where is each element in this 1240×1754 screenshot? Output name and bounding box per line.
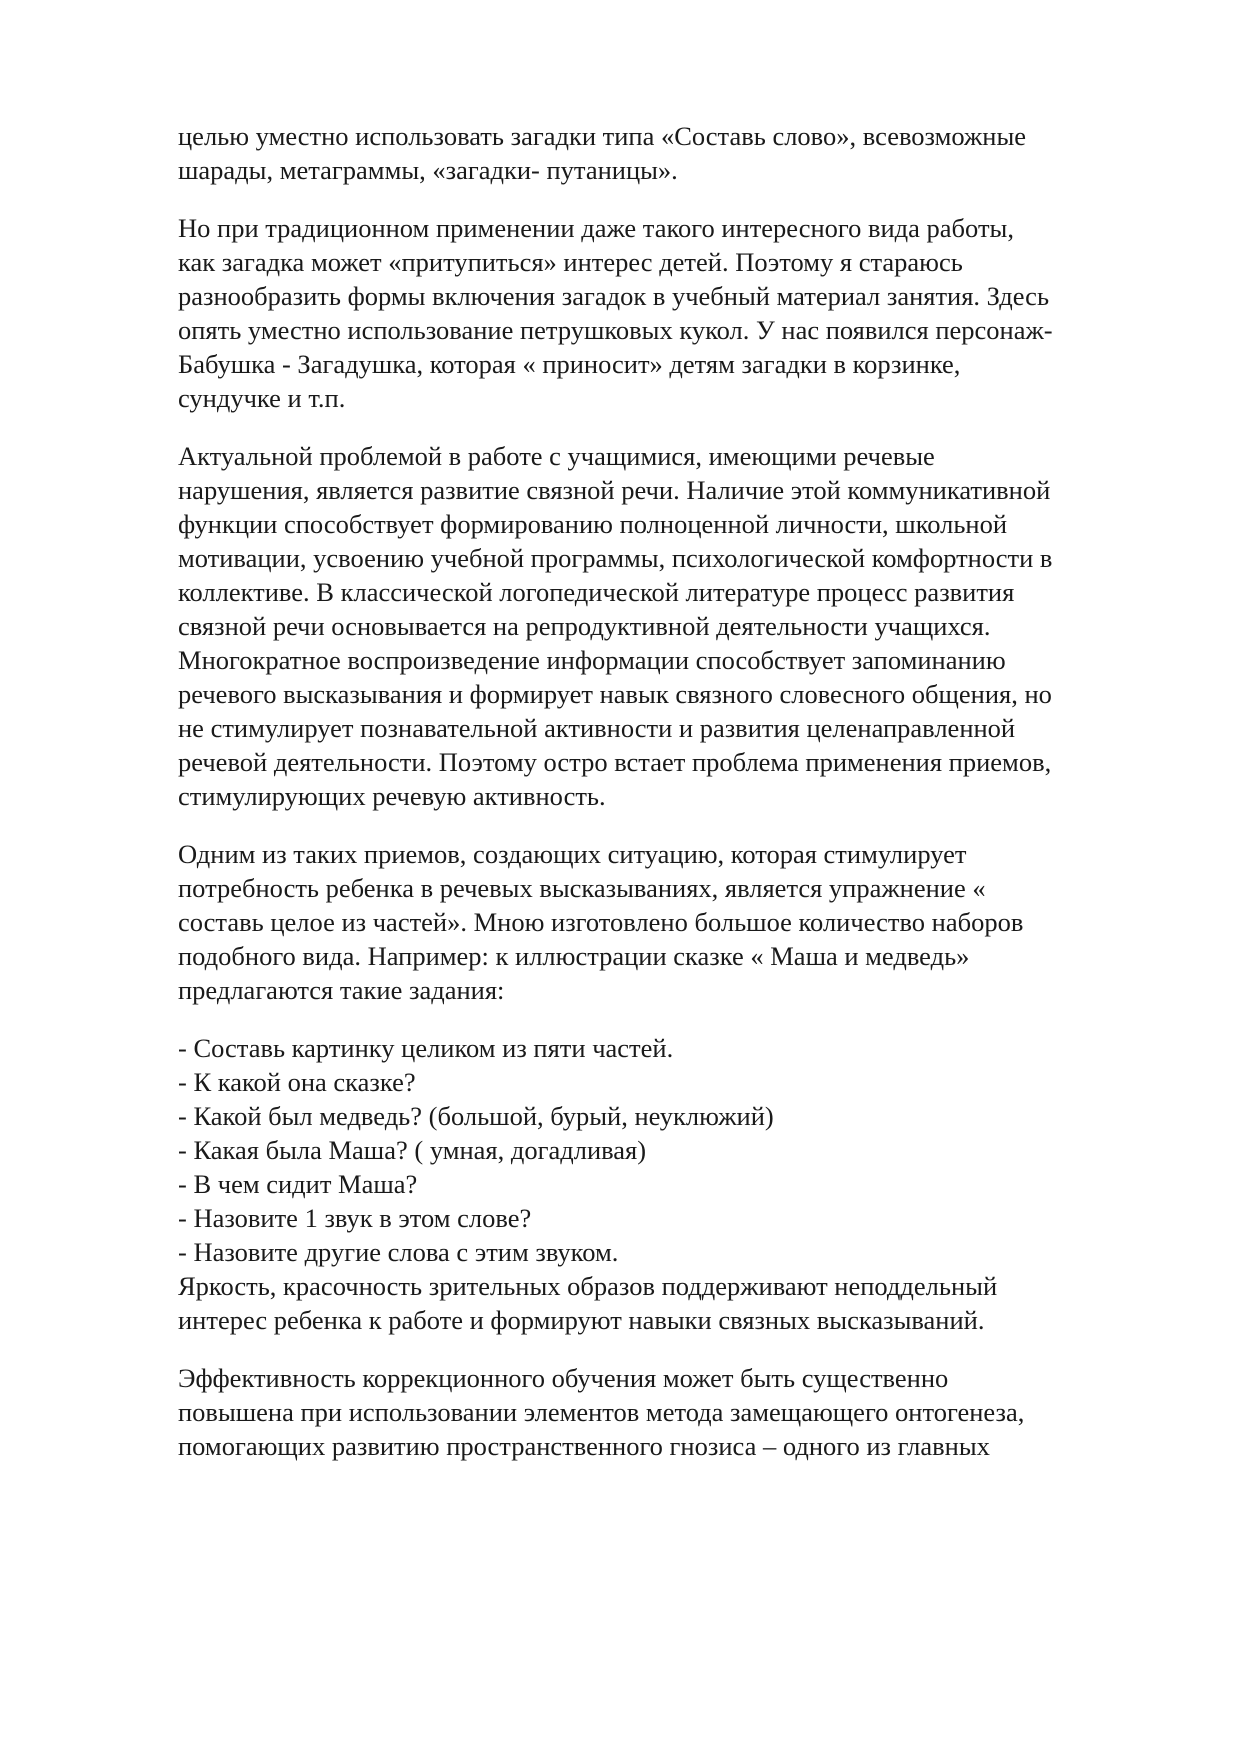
- paragraph-coherent-speech: Актуальной проблемой в работе с учащимися, имеющими речевые нарушения, является развитие связной речи. Наличие этой коммуникативной функции способствует формированию полноценной личности, школьной мотивации, усвоению учебной программы, психологической комфортности в коллективе. В классической логопедической литературе процесс развития связной речи основывается на репродуктивной деятельности учащихся. Многократное воспроизведение информации способствует запоминанию речевого высказывания и формирует навык связного словесного общения, но не стимулирует познавательной активности и развития целенаправленной речевой деятельности. Поэтому остро встает проблема применения приемов, стимулирующих речевую активность.: [178, 441, 1053, 811]
- task-list: [178, 1031, 1158, 1269]
- paragraph-riddle-forms: Но при традиционном применении даже такого интересного вида работы, как загадка может «притупиться» интерес детей. Поэтому я стараюсь разнообразить формы включения загадок в учебный материал занятия. Здесь опять уместно использование петрушковых кукол. У нас появился персонаж- Бабушка - Загадушка, которая « приносит» детям загадки в корзинке, сундучке и т.п.: [178, 213, 1053, 413]
- task-item: - К какой она сказке?: [178, 1067, 416, 1097]
- task-item: - Какая была Маша? ( умная, догадливая): [178, 1135, 647, 1165]
- paragraph-visual-images: Яркость, красочность зрительных образов поддерживают неподдельный интерес ребенка к работе и формируют навыки связных высказываний.: [178, 1271, 998, 1335]
- task-item: - Назовите 1 звук в этом слове?: [178, 1203, 532, 1233]
- task-item: - Составь картинку целиком из пяти частей.: [178, 1033, 674, 1063]
- paragraph-riddles-intro: целью уместно использовать загадки типа «Составь слово», всевозможные шарады, метаграммы, «загадки- путаницы».: [178, 121, 1027, 185]
- paragraph-exercise-intro: Одним из таких приемов, создающих ситуацию, которая стимулирует потребность ребенка в речевых высказываниях, является упражнение « составь целое из частей». Мною изготовлено большое количество наборов подобного вида. Например: к иллюстрации сказке « Маша и медведь» предлагаются такие задания:: [178, 839, 1024, 1005]
- task-item: - Какой был медведь? (большой, бурый, неуклюжий): [178, 1101, 774, 1131]
- task-item: - В чем сидит Маша?: [178, 1169, 418, 1199]
- paragraph-ontogenesis: Эффективность коррекционного обучения может быть существенно повышена при использовании элементов метода замещающего онтогенеза, помогающих развитию пространственного гнозиса – одного из главных: [178, 1363, 1025, 1461]
- document-body: [178, 119, 1158, 1463]
- task-item: - Назовите другие слова с этим звуком.: [178, 1237, 619, 1267]
